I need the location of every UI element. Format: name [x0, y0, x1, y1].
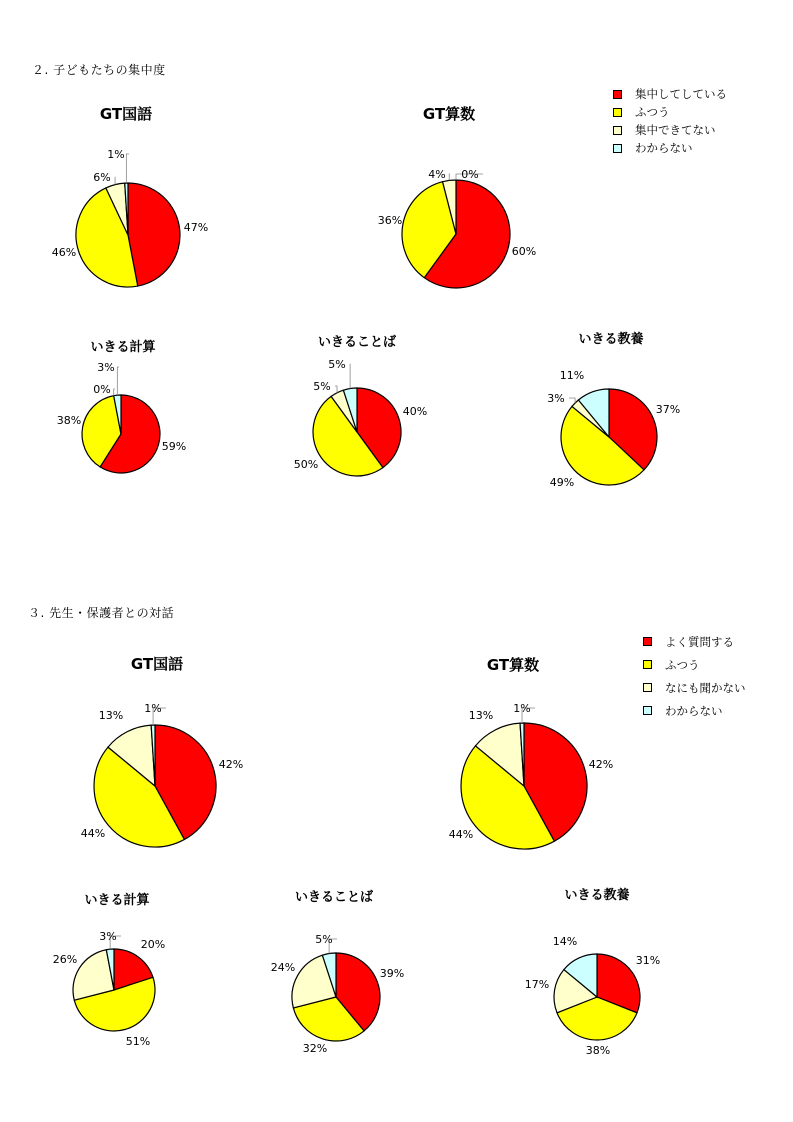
- legend-label: よく質問する: [665, 634, 734, 649]
- data-label: 24%: [270, 961, 296, 974]
- pie-chart: [57, 361, 186, 473]
- data-label: 42%: [218, 758, 244, 771]
- pie-chart: [449, 702, 613, 849]
- data-label: 44%: [448, 828, 474, 841]
- legend-label: 集中できてない: [635, 123, 716, 137]
- section-title-dialogue: ３. 先生・保護者との対話: [28, 606, 175, 620]
- data-label: 51%: [125, 1035, 151, 1048]
- pie-chart: [547, 369, 680, 489]
- chart-title: いきることば: [317, 335, 397, 350]
- data-label: 5%: [315, 933, 333, 946]
- leader-line: [449, 174, 450, 180]
- data-label: 20%: [140, 938, 166, 951]
- data-label: 49%: [549, 476, 575, 489]
- data-label: 59%: [161, 440, 187, 453]
- legend-label: なにも聞かない: [665, 680, 746, 695]
- data-label: 1%: [513, 702, 531, 715]
- chart-title: GT算数: [422, 105, 476, 123]
- data-label: 3%: [99, 930, 117, 943]
- data-label: 26%: [52, 953, 78, 966]
- leader-line: [117, 367, 119, 395]
- data-label: 37%: [655, 403, 681, 416]
- data-label: 6%: [93, 171, 111, 184]
- data-label: 36%: [377, 214, 403, 227]
- data-label: 50%: [293, 458, 319, 471]
- legend-label: わからない: [635, 141, 693, 155]
- data-label: 38%: [585, 1044, 611, 1057]
- chart-title: いきる計算: [90, 340, 156, 355]
- data-label: 13%: [468, 709, 494, 722]
- data-label: 32%: [302, 1042, 328, 1055]
- chart-title: いきる教養: [578, 332, 644, 347]
- chart-title: GT算数: [486, 656, 540, 674]
- data-label: 14%: [552, 935, 578, 948]
- pie-chart: [53, 930, 165, 1048]
- data-label: 0%: [461, 168, 479, 181]
- legend-label: 集中してしている: [635, 87, 727, 101]
- data-label: 39%: [379, 967, 405, 980]
- data-label: 11%: [559, 369, 585, 382]
- leader-line: [335, 386, 337, 393]
- data-label: 31%: [635, 954, 661, 967]
- chart-title: GT国語: [130, 655, 184, 673]
- data-label: 40%: [402, 405, 428, 418]
- pie-chart: [294, 358, 427, 476]
- data-label: 5%: [328, 358, 346, 371]
- data-label: 38%: [56, 414, 82, 427]
- chart-title: GT国語: [99, 105, 153, 123]
- chart-title: いきる教養: [564, 888, 630, 903]
- pie-chart: [525, 935, 660, 1057]
- leader-line: [114, 389, 115, 396]
- data-label: 17%: [524, 978, 550, 991]
- chart-title: いきることば: [294, 890, 374, 905]
- data-label: 44%: [80, 827, 106, 840]
- data-label: 46%: [51, 246, 77, 259]
- data-label: 0%: [93, 383, 111, 396]
- data-label: 42%: [588, 758, 614, 771]
- chart-title: いきる計算: [84, 893, 150, 908]
- data-label: 13%: [98, 709, 124, 722]
- section-title-concentration: ２. 子どもたちの集中度: [32, 63, 166, 77]
- pie-chart: [52, 148, 208, 287]
- legend-label: ふつう: [635, 105, 670, 119]
- data-label: 4%: [428, 168, 446, 181]
- legend-label: わからない: [665, 703, 723, 718]
- leader-line: [126, 154, 129, 183]
- legend-label: ふつう: [665, 657, 700, 672]
- pie-chart: [271, 933, 404, 1055]
- data-label: 3%: [97, 361, 115, 374]
- data-label: 60%: [511, 245, 537, 258]
- pie-slice: [128, 183, 180, 286]
- data-label: 1%: [107, 148, 125, 161]
- data-label: 1%: [144, 702, 162, 715]
- data-label: 5%: [313, 380, 331, 393]
- data-label: 47%: [183, 221, 209, 234]
- leader-line: [569, 398, 575, 403]
- pie-chart: [378, 168, 536, 288]
- pie-chart: [81, 702, 243, 847]
- data-label: 3%: [547, 392, 565, 405]
